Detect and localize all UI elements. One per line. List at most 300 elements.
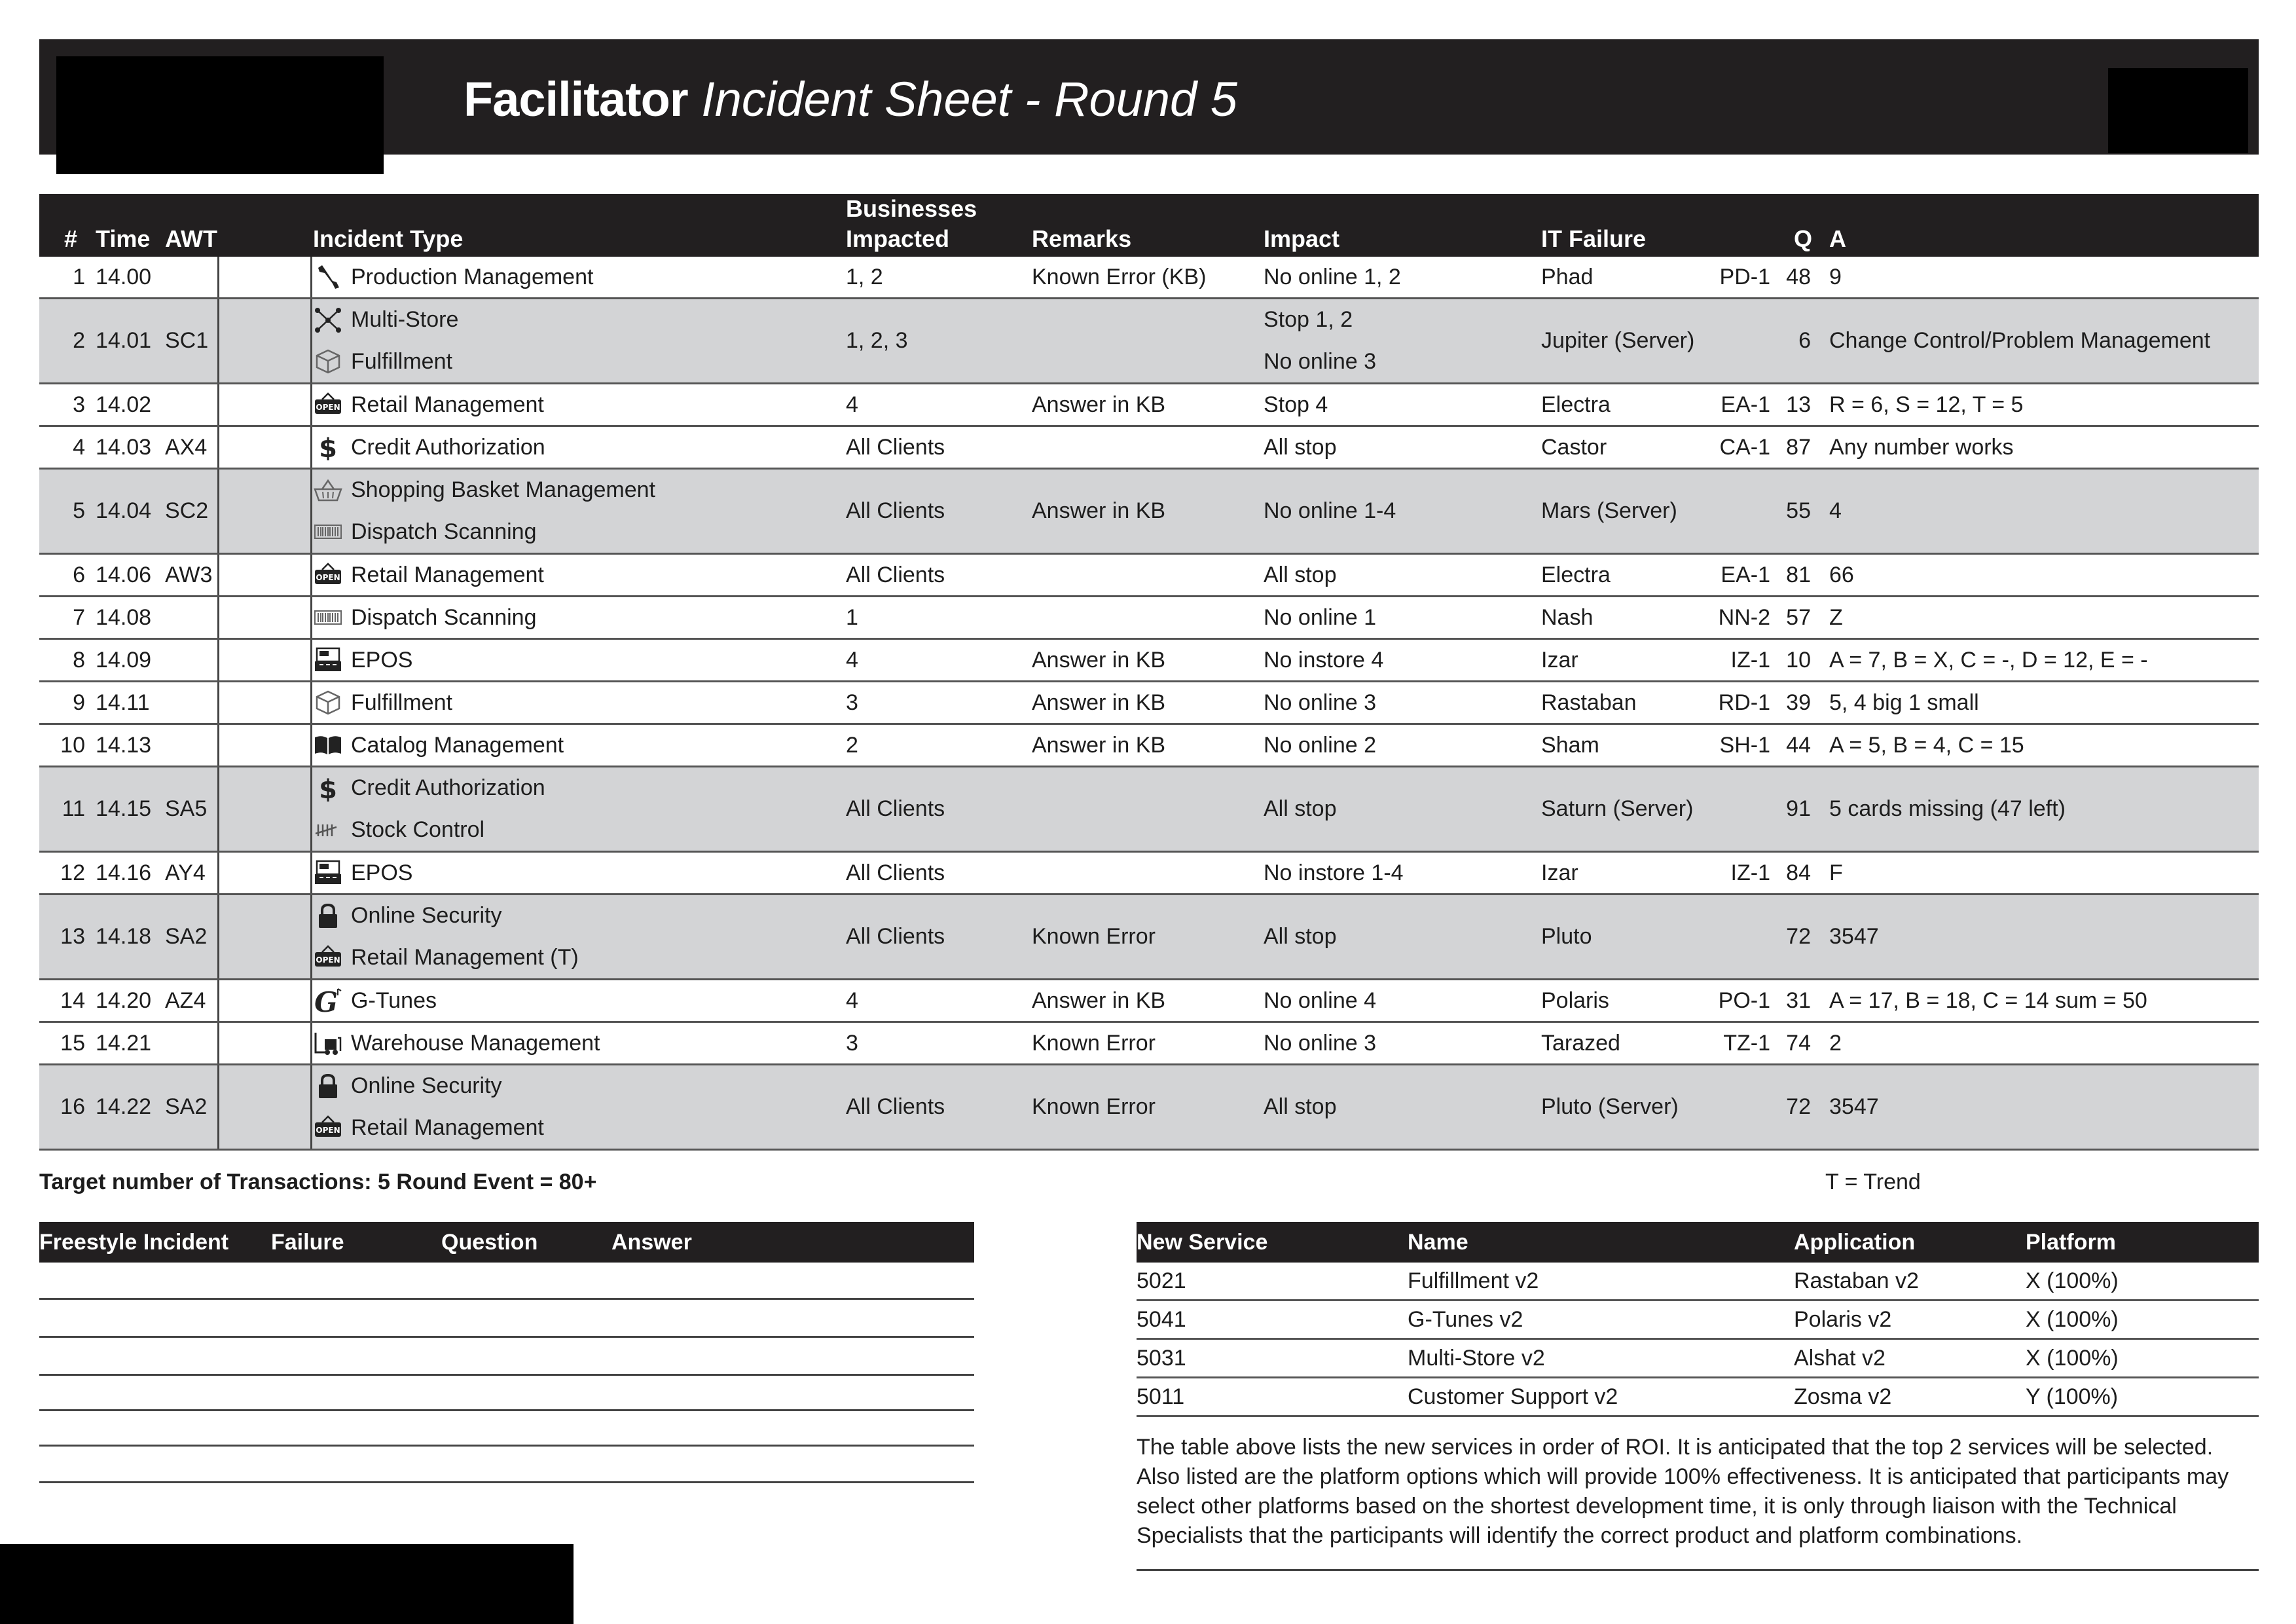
incident-row [39,384,2259,427]
register-icon [313,647,343,673]
open-sign-icon [313,1115,343,1141]
businesses-impacted [846,682,1021,723]
incident-time [96,1065,161,1149]
businesses-impacted [846,427,1021,468]
freestyle-col-question: Question [441,1230,538,1255]
it-failure-text: Polaris [1541,987,1609,1013]
freestyle-col-failure: Failure [271,1230,344,1255]
incident-awt-text: SA5 [165,796,208,821]
incident-type-line [313,1107,544,1149]
title-bold: Facilitator [464,72,688,126]
incident-table-header [39,194,2259,257]
failure-code [1702,257,1770,297]
incident-number [39,725,85,766]
question-number-text: 6 [1798,328,1811,353]
column-divider [310,384,312,425]
businesses-impacted-text: All Clients [846,1094,945,1119]
incident-number-text: 1 [73,264,85,289]
incident-types [313,555,838,595]
basket-icon [313,477,343,504]
incident-type-label: Fulfillment [351,690,452,715]
service-platform: Y (100%) [2026,1384,2119,1409]
column-divider [310,853,312,893]
incident-number-text: 4 [73,434,85,460]
column-divider [217,980,219,1021]
incident-awt-text: SC2 [165,498,209,523]
businesses-impacted-text: 3 [846,690,858,715]
answer [1829,1065,2252,1149]
impact-line: No online 1 [1264,604,1377,630]
incident-table-body [39,257,2259,1151]
incident-type-label: Dispatch Scanning [351,604,537,630]
businesses-impacted-text: All Clients [846,434,945,460]
question-number-text: 72 [1786,924,1811,949]
redacted-corner-block [2108,68,2248,153]
incident-row [39,980,2259,1023]
answer-text: A = 5, B = 4, C = 15 [1829,732,2024,758]
incident-awt-text: AX4 [165,434,208,460]
incident-number [39,299,85,382]
column-divider [217,555,219,595]
incident-types [313,384,838,425]
answer [1829,725,2252,766]
service-platform: X (100%) [2026,1307,2119,1332]
failure-code [1702,1065,1770,1149]
it-failure [1541,384,1728,425]
book-icon [313,732,343,758]
it-failure-text: Saturn (Server) [1541,796,1694,821]
incident-row [39,725,2259,767]
it-failure [1541,853,1728,893]
incident-number [39,257,85,297]
question-number [1774,640,1811,680]
incident-number [39,1065,85,1149]
failure-code-text: NN-2 [1718,604,1770,630]
impact [1264,427,1532,468]
incident-awt [165,980,216,1021]
remarks-text: Answer in KB [1032,732,1166,758]
incident-awt [165,895,216,978]
answer-text: A = 7, B = X, C = -, D = 12, E = - [1829,647,2148,673]
failure-code-text: PO-1 [1718,987,1770,1013]
failure-code [1702,470,1770,553]
answer-text: F [1829,860,1843,885]
incident-row [39,470,2259,555]
incident-type-line [313,555,544,595]
incident-time [96,1023,161,1063]
remarks-text: Known Error (KB) [1032,264,1207,289]
incident-row [39,427,2259,470]
businesses-impacted [846,767,1021,851]
incident-type-label: Stock Control [351,817,485,842]
it-failure [1541,725,1728,766]
incident-time [96,384,161,425]
incident-number [39,980,85,1021]
column-divider [310,682,312,723]
incident-awt [165,257,216,297]
box-icon [313,348,343,375]
incident-time [96,682,161,723]
incident-type-line [313,767,545,809]
column-divider [217,767,219,851]
incident-row [39,555,2259,597]
businesses-impacted [846,895,1021,978]
failure-code [1702,853,1770,893]
remarks [1032,257,1257,297]
incident-number [39,470,85,553]
incident-type-line [313,809,484,851]
incident-type-label: Shopping Basket Management [351,477,655,503]
col-businesses: Businesses [846,195,977,222]
svg-text:OPEN: OPEN [316,955,340,965]
answer [1829,257,2252,297]
incident-type-label: Retail Management [351,392,544,417]
column-divider [310,257,312,297]
incident-awt [165,299,216,382]
col-impact: Impact [1264,225,1340,252]
services-table-header [1137,1222,2259,1263]
col-remarks: Remarks [1032,225,1132,252]
impact-line: No online 4 [1264,987,1377,1013]
it-failure-text: Phad [1541,264,1594,289]
impact-line: All stop [1264,796,1337,821]
incident-type-line [313,682,452,723]
question-number-text: 87 [1786,434,1811,460]
answer-text: 5 cards missing (47 left) [1829,796,2066,821]
remarks [1032,980,1257,1021]
column-divider [310,1065,312,1149]
question-number-text: 55 [1786,498,1811,523]
incident-number [39,767,85,851]
incident-number-text: 16 [60,1094,85,1119]
question-number [1774,1065,1811,1149]
incident-type-label: Retail Management [351,562,544,587]
column-divider [310,597,312,638]
incident-time [96,555,161,595]
column-divider [217,682,219,723]
incident-awt [165,597,216,638]
businesses-impacted [846,384,1021,425]
remarks [1032,1065,1257,1149]
it-failure [1541,682,1728,723]
question-number-text: 57 [1786,604,1811,630]
incident-type-line [313,853,412,893]
incident-time [96,427,161,468]
incident-type-label: Production Management [351,264,594,289]
incident-time-text: 14.00 [96,264,152,289]
incident-types [313,682,838,723]
question-number [1774,384,1811,425]
answer-text: Change Control/Problem Management [1829,328,2211,353]
freestyle-line [39,1336,974,1338]
businesses-impacted-text: 4 [846,987,858,1013]
incident-type-line [313,980,437,1021]
column-divider [310,895,312,978]
impact-line: All stop [1264,434,1337,460]
incident-awt [165,427,216,468]
answer-text: Any number works [1829,434,2014,460]
failure-code-text: EA-1 [1721,392,1770,417]
service-name: Multi-Store v2 [1408,1346,1545,1371]
incident-type-label: Online Security [351,1073,502,1099]
redacted-logo-block [56,56,384,174]
incident-type-line [313,511,537,553]
failure-code [1702,640,1770,680]
incident-number-text: 7 [73,604,85,630]
answer [1829,980,2252,1021]
incident-types [313,427,838,468]
incident-awt [165,682,216,723]
question-number [1774,725,1811,766]
remarks-text: Known Error [1032,924,1156,949]
remarks [1032,384,1257,425]
question-number [1774,980,1811,1021]
service-application: Polaris v2 [1794,1307,1892,1332]
question-number [1774,597,1811,638]
incident-type-line [313,341,452,383]
redacted-footer-block [0,1544,574,1624]
incident-number-text: 12 [60,860,85,885]
barcode-icon [313,519,343,545]
incident-awt [165,767,216,851]
impact [1264,767,1532,851]
question-number [1774,470,1811,553]
incident-type-label: EPOS [351,647,413,673]
freestyle-line [39,1481,974,1483]
answer [1829,555,2252,595]
answer-text: 5, 4 big 1 small [1829,690,1979,715]
impact-line: No online 2 [1264,732,1377,758]
column-divider [217,597,219,638]
gtunes-icon [313,987,343,1014]
impact [1264,1065,1532,1149]
answer-text: 3547 [1829,924,1879,949]
it-failure [1541,767,1728,851]
services-col-name: Name [1408,1230,1468,1255]
businesses-impacted [846,853,1021,893]
answer [1829,767,2252,851]
lock-icon [313,903,343,929]
remarks-text: Answer in KB [1032,498,1166,523]
column-divider [217,725,219,766]
answer-text: 3547 [1829,1094,1879,1119]
incident-row [39,853,2259,895]
incident-time [96,299,161,382]
services-col-new-service: New Service [1137,1230,1268,1255]
service-id: 5011 [1137,1384,1185,1409]
column-divider [217,257,219,297]
incident-awt-text: SA2 [165,1094,208,1119]
incident-awt [165,1023,216,1063]
column-divider [310,640,312,680]
it-failure-text: Nash [1541,604,1594,630]
incident-row [39,682,2259,725]
svg-text:OPEN: OPEN [316,403,340,412]
service-row [1137,1263,2259,1301]
service-name: Fulfillment v2 [1408,1268,1539,1293]
incident-number-text: 3 [73,392,85,417]
incident-type-line [313,937,579,979]
impact [1264,555,1532,595]
businesses-impacted [846,555,1021,595]
service-application: Rastaban v2 [1794,1268,1919,1293]
col-a: A [1829,225,1846,252]
businesses-impacted-text: All Clients [846,924,945,949]
failure-code [1702,767,1770,851]
question-number-text: 31 [1786,987,1811,1013]
incident-number-text: 8 [73,647,85,673]
incident-awt-text: AZ4 [165,987,206,1013]
question-number-text: 13 [1786,392,1811,417]
remarks [1032,1023,1257,1063]
incident-time-text: 14.06 [96,562,152,587]
question-number-text: 91 [1786,796,1811,821]
column-divider [217,853,219,893]
answer [1829,597,2252,638]
column-divider [217,470,219,553]
it-failure-text: Sham [1541,732,1599,758]
incident-type-label: Dispatch Scanning [351,519,537,544]
impact [1264,1023,1532,1063]
incident-types [313,767,838,851]
failure-code [1702,725,1770,766]
incident-types [313,257,838,297]
failure-code [1702,895,1770,978]
businesses-impacted-text: 2 [846,732,858,758]
incident-awt-text: SC1 [165,328,209,353]
businesses-impacted-text: All Clients [846,562,945,587]
businesses-impacted-text: All Clients [846,860,945,885]
incident-row [39,1023,2259,1065]
incident-number [39,555,85,595]
incident-types [313,1065,838,1149]
incident-awt [165,725,216,766]
incident-awt [165,470,216,553]
it-failure-text: Izar [1541,647,1578,673]
businesses-impacted [846,1023,1021,1063]
answer-text: A = 17, B = 18, C = 14 sum = 50 [1829,987,2147,1013]
it-failure [1541,427,1728,468]
service-name: Customer Support v2 [1408,1384,1618,1409]
incident-number-text: 6 [73,562,85,587]
answer-text: 2 [1829,1030,1842,1056]
impact [1264,470,1532,553]
failure-code-text: TZ-1 [1723,1030,1770,1056]
incident-number [39,427,85,468]
incident-number-text: 14 [60,987,85,1013]
incident-number-text: 13 [60,924,85,949]
impact [1264,384,1532,425]
column-divider [310,1023,312,1063]
svg-text:G: G [314,987,338,1014]
it-failure-text: Electra [1541,392,1611,417]
answer [1829,470,2252,553]
incident-types [313,853,838,893]
incident-number-text: 15 [60,1030,85,1056]
impact-line: No online 1-4 [1264,498,1396,523]
it-failure [1541,980,1728,1021]
remarks-text: Answer in KB [1032,392,1166,417]
answer [1829,640,2252,680]
freestyle-line [39,1374,974,1376]
incident-type-line [313,895,502,937]
impact-line: All stop [1264,562,1337,587]
incident-time-text: 14.13 [96,732,152,758]
incident-type-line [313,384,544,425]
answer [1829,895,2252,978]
incident-type-label: Warehouse Management [351,1030,600,1056]
incident-types [313,980,838,1021]
remarks [1032,895,1257,978]
it-failure [1541,470,1728,553]
page-title [464,68,1237,131]
incident-types [313,1023,838,1063]
impact [1264,853,1532,893]
incident-number [39,853,85,893]
remarks-text: Known Error [1032,1094,1156,1119]
remarks [1032,597,1257,638]
dollar-icon [313,434,343,460]
barcode-icon [313,604,343,631]
answer-text: Z [1829,604,1843,630]
incident-type-line [313,427,545,468]
column-divider [310,767,312,851]
it-failure [1541,597,1728,638]
col-q: Q [1794,225,1813,252]
failure-code [1702,427,1770,468]
incident-type-label: Retail Management (T) [351,944,579,970]
column-divider [310,427,312,468]
service-id: 5031 [1137,1346,1186,1371]
answer [1829,427,2252,468]
businesses-impacted-text: 3 [846,1030,858,1056]
remarks-text: Known Error [1032,1030,1156,1056]
businesses-impacted [846,470,1021,553]
incident-time [96,895,161,978]
incident-time-text: 14.01 [96,328,152,353]
service-id: 5021 [1137,1268,1186,1293]
answer [1829,384,2252,425]
businesses-impacted [846,299,1021,382]
businesses-impacted [846,1065,1021,1149]
question-number [1774,895,1811,978]
service-row [1137,1340,2259,1378]
service-row [1137,1378,2259,1417]
question-number-text: 44 [1786,732,1811,758]
incident-time-text: 14.04 [96,498,152,523]
incident-time-text: 14.16 [96,860,152,885]
incident-types [313,640,838,680]
remarks [1032,427,1257,468]
incident-number-text: 5 [73,498,85,523]
open-sign-icon [313,562,343,588]
impact-line: No instore 1-4 [1264,860,1404,885]
incident-types [313,725,838,766]
incident-awt [165,640,216,680]
service-application: Zosma v2 [1794,1384,1892,1409]
incident-time [96,725,161,766]
question-number [1774,555,1811,595]
incident-time-text: 14.09 [96,647,152,673]
open-sign-icon [313,392,343,418]
incident-number-text: 11 [62,796,85,821]
it-failure-text: Castor [1541,434,1607,460]
column-divider [310,980,312,1021]
incident-number-text: 10 [60,732,85,758]
failure-code [1702,299,1770,382]
service-platform: X (100%) [2026,1268,2119,1293]
dollar-icon [313,775,343,802]
